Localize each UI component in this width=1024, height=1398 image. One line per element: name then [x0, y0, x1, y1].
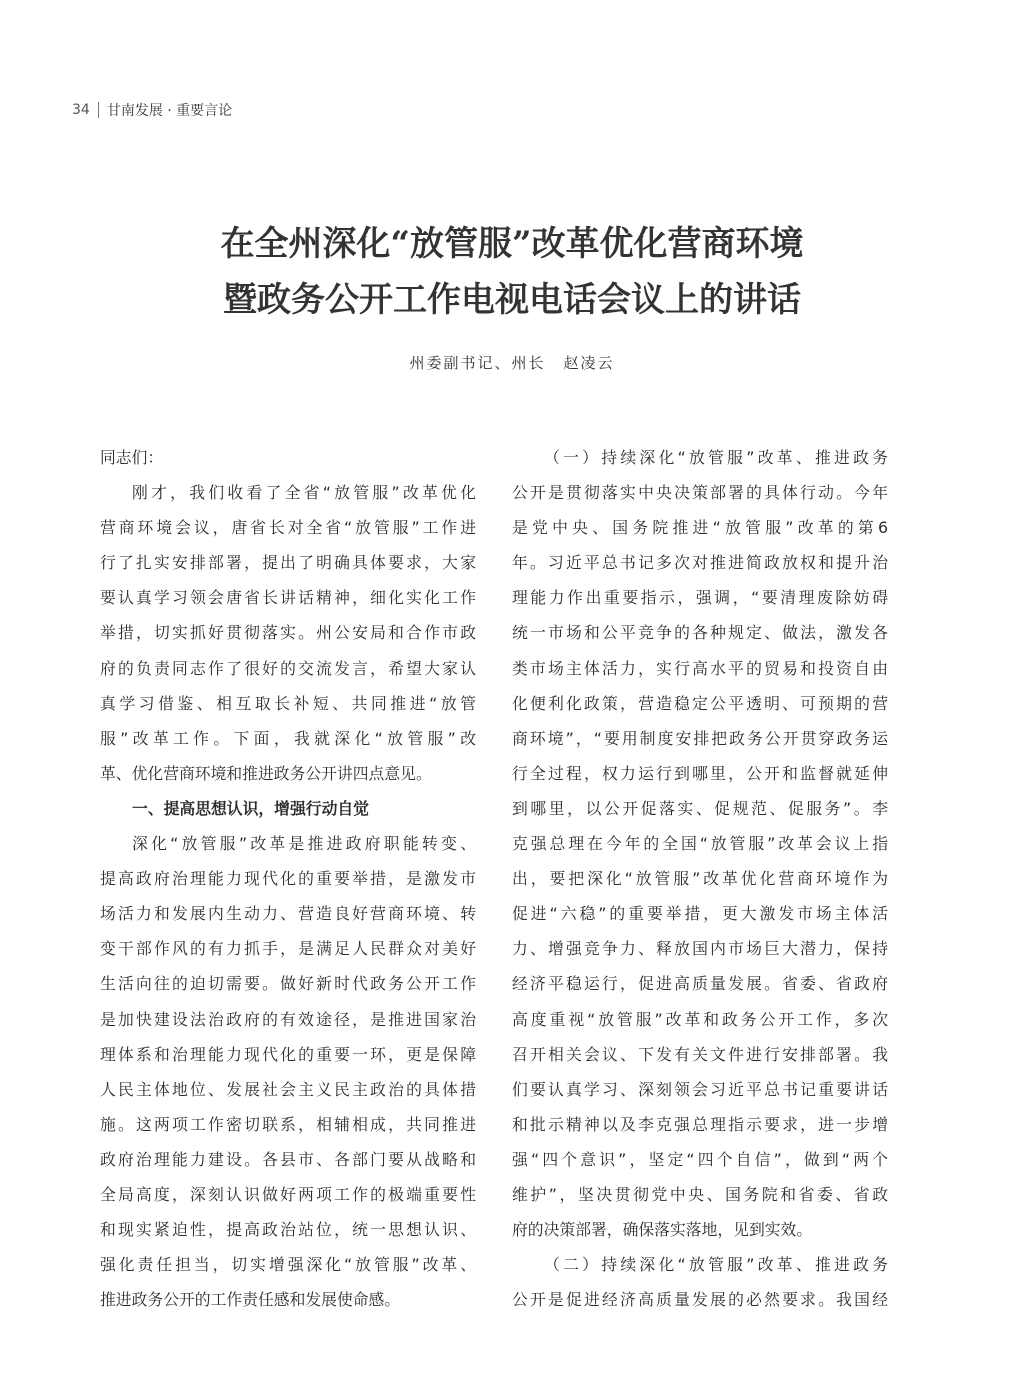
text-line: 场活力和发展内生动力、营造良好营商环境、转	[100, 904, 476, 924]
author-byline	[0, 352, 1024, 373]
text-line: 政府治理能力建设。各县市、各部门要从战略和	[100, 1149, 476, 1169]
text-line: 召开相关会议、下发有关文件进行安排部署。我	[512, 1044, 888, 1064]
text-line: 力、增强竞争力、释放国内市场巨大潜力，保持	[512, 939, 888, 959]
section-title: 甘南发展 · 重要言论	[106, 103, 233, 119]
text-line: 维护”，坚决贯彻党中央、国务院和省委、省政	[512, 1184, 888, 1204]
section-heading: 一、提高思想认识，增强行动自觉	[132, 798, 369, 818]
text-line: 们要认真学习、深刻领会习近平总书记重要讲话	[512, 1079, 888, 1099]
text-line: 经济平稳运行，促进高质量发展。省委、省政府	[512, 974, 888, 994]
text-line: 举措，切实抓好贯彻落实。州公安局和合作市政	[100, 623, 476, 643]
text-line: 强化责任担当，切实增强深化“放管服”改革、	[100, 1255, 476, 1275]
text-line: （一）持续深化“放管服”改革、推进政务	[544, 448, 888, 467]
text-line: 和批示精神以及李克强总理指示要求，进一步增	[512, 1114, 888, 1134]
text-line: 公开是促进经济高质量发展的必然要求。我国经	[512, 1290, 888, 1310]
text-line: 行了扎实安排部署，提出了明确具体要求，大家	[100, 553, 476, 573]
header-divider	[98, 102, 99, 118]
text-line: 要认真学习领会唐省长讲话精神，细化实化工作	[100, 588, 476, 608]
text-line: 府的负责同志作了很好的交流发言，希望大家认	[100, 658, 476, 678]
text-line: 生活向往的迫切需要。做好新时代政务公开工作	[100, 974, 476, 994]
article-title	[0, 216, 1024, 328]
right-column	[512, 440, 888, 1317]
title-line-1: 在全州深化“放管服”改革优化营商环境	[220, 224, 804, 264]
left-column	[100, 440, 476, 1317]
text-line: 到哪里，以公开促落实、促规范、促服务”。李	[512, 798, 888, 818]
text-line: 全局高度，深刻认识做好两项工作的极端重要性	[100, 1184, 476, 1204]
text-line: 刚才，我们收看了全省“放管服”改革优化	[132, 483, 476, 503]
text-line: 革、优化营商环境和推进政务公开讲四点意见。	[100, 763, 432, 783]
text-line: 克强总理在今年的全国“放管服”改革会议上指	[512, 834, 888, 854]
text-line: 同志们：	[100, 448, 164, 467]
text-line: 营商环境会议，唐省长对全省“放管服”工作进	[100, 518, 476, 538]
text-line: 和现实紧迫性，提高政治站位，统一思想认识、	[100, 1220, 476, 1240]
running-header	[72, 100, 232, 120]
text-line: 行全过程，权力运行到哪里，公开和监督就延伸	[512, 763, 888, 783]
text-line: 服”改革工作。下面，我就深化“放管服”改	[100, 728, 476, 748]
text-line: 商环境”，“要用制度安排把政务公开贯穿政务运	[512, 728, 888, 748]
text-line: 年。习近平总书记多次对推进简政放权和提升治	[512, 553, 888, 573]
text-line: （二）持续深化“放管服”改革、推进政务	[544, 1255, 888, 1275]
text-line: 强“四个意识”，坚定“四个自信”，做到“两个	[512, 1149, 888, 1169]
text-line: 施。这两项工作密切联系，相辅相成，共同推进	[100, 1114, 476, 1134]
text-line: 高度重视“放管服”改革和政务公开工作，多次	[512, 1009, 888, 1029]
text-line: 促进“六稳”的重要举措，更大激发市场主体活	[512, 904, 888, 924]
page-number: 34	[72, 102, 90, 118]
text-line: 变干部作风的有力抓手，是满足人民群众对美好	[100, 939, 476, 959]
text-line: 深化“放管服”改革是推进政府职能转变、	[132, 834, 476, 854]
author-position: 州委副书记、州长	[409, 354, 546, 372]
text-line: 统一市场和公平竞争的各种规定、做法，激发各	[512, 623, 888, 643]
text-line: 府的决策部署，确保落实落地，见到实效。	[512, 1220, 813, 1240]
text-line: 提高政府治理能力现代化的重要举措，是激发市	[100, 869, 476, 889]
author-name: 赵凌云	[563, 354, 615, 372]
text-line: 化便利化政策，营造稳定公平透明、可预期的营	[512, 693, 888, 713]
text-line: 真学习借鉴、相互取长补短、共同推进“放管	[100, 693, 476, 713]
text-line: 公开是贯彻落实中央决策部署的具体行动。今年	[512, 483, 888, 503]
text-line: 理体系和治理能力现代化的重要一环，更是保障	[100, 1044, 476, 1064]
text-line: 类市场主体活力，实行高水平的贸易和投资自由	[512, 658, 888, 678]
text-line: 是党中央、国务院推进“放管服”改革的第6	[512, 518, 888, 538]
title-line-2: 暨政务公开工作电视电话会议上的讲话	[223, 280, 801, 320]
text-line: 出，要把深化“放管服”改革优化营商环境作为	[512, 869, 888, 889]
text-line: 推进政务公开的工作责任感和发展使命感。	[100, 1290, 401, 1310]
text-line: 人民主体地位、发展社会主义民主政治的具体措	[100, 1079, 476, 1099]
text-line: 理能力作出重要指示，强调，“要清理废除妨碍	[512, 588, 888, 608]
text-line: 是加快建设法治政府的有效途径，是推进国家治	[100, 1009, 476, 1029]
